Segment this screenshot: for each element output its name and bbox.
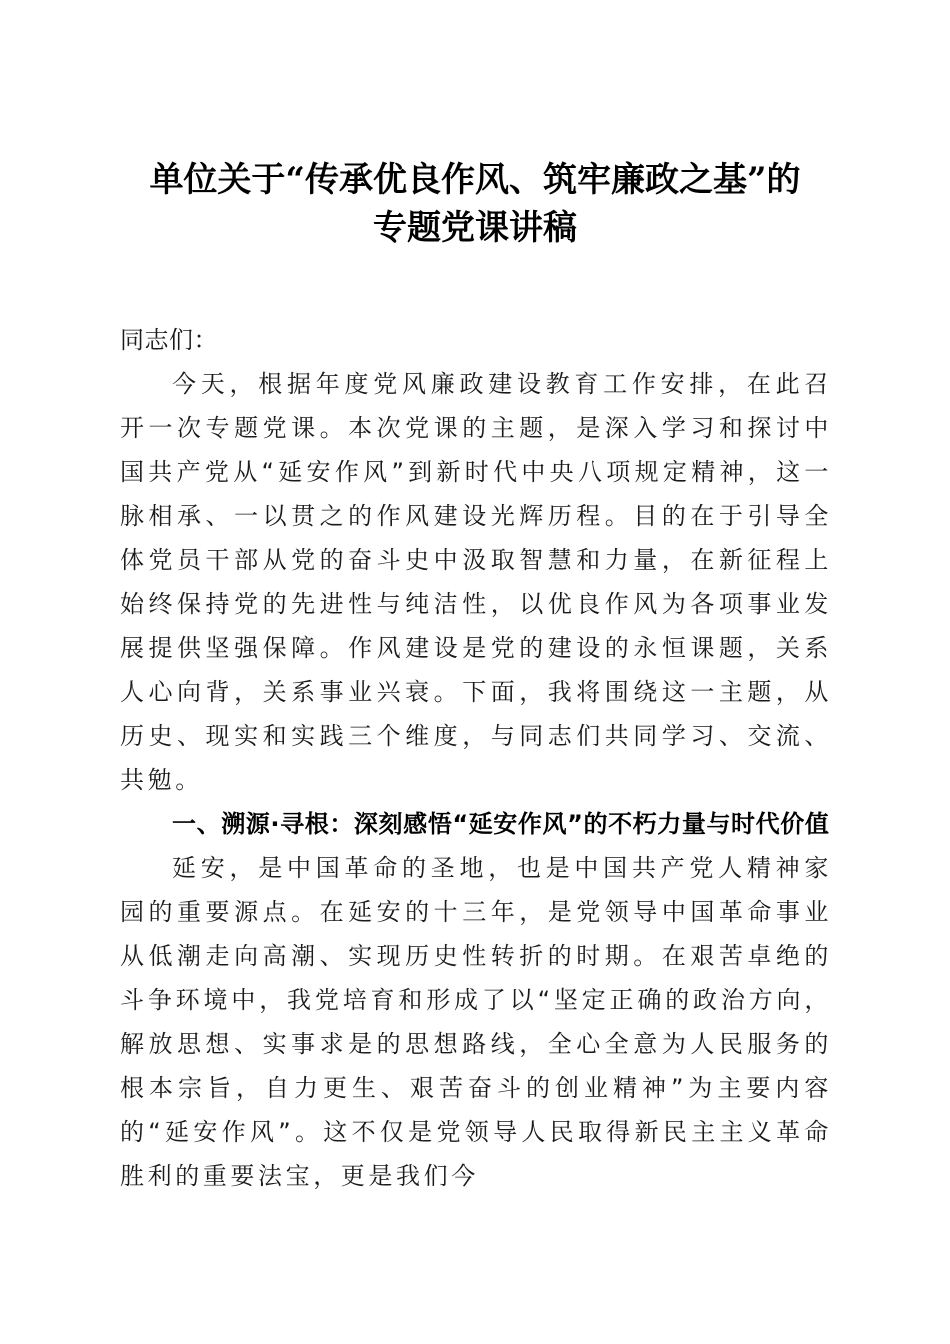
title-line-1: 单位关于“传承优良作风、筑牢廉政之基”的: [149, 160, 801, 200]
section-heading: 一、溯源·寻根：深刻感悟“延安作风”的不朽力量与时代价值: [172, 810, 830, 838]
greeting: 同志们：: [120, 326, 218, 354]
title-line-2: 专题党课讲稿: [373, 208, 577, 248]
intro-paragraph: 今天，根据年度党风廉政建设教育工作安排，在此召开一次专题党课。本次党课的主题，是深入学习和探讨中国共产党从“延安作风”到新时代中央八项规定精神，这一脉相承、一以贯之的作风建设光辉历程。目的在于引导全体党员干部从党的奋斗史中汲取智慧和力量，在新征程上始终保持党的先进性与纯洁性，以优良作风为各项事业发展提供坚强保障。作风建设是党的建设的永恒课题，关系人心向背，关系事业兴衰。下面，我将围绕这一主题，从历史、现实和实践三个维度，与同志们共同学习、交流、共勉。: [120, 370, 832, 794]
document-title: [100, 156, 850, 252]
document-body: [120, 318, 832, 1198]
body-paragraph: 延安，是中国革命的圣地，也是中国共产党人精神家园的重要源点。在延安的十三年，是党领导中国革命事业从低潮走向高潮、实现历史性转折的时期。在艰苦卓绝的斗争环境中，我党培育和形成了以“坚定正确的政治方向，解放思想、实事求是的思想路线，全心全意为人民服务的根本宗旨，自力更生、艰苦奋斗的创业精神”为主要内容的“延安作风”。这不仅是党领导人民取得新民主主义革命胜利的重要法宝，更是我们今: [120, 854, 832, 1190]
